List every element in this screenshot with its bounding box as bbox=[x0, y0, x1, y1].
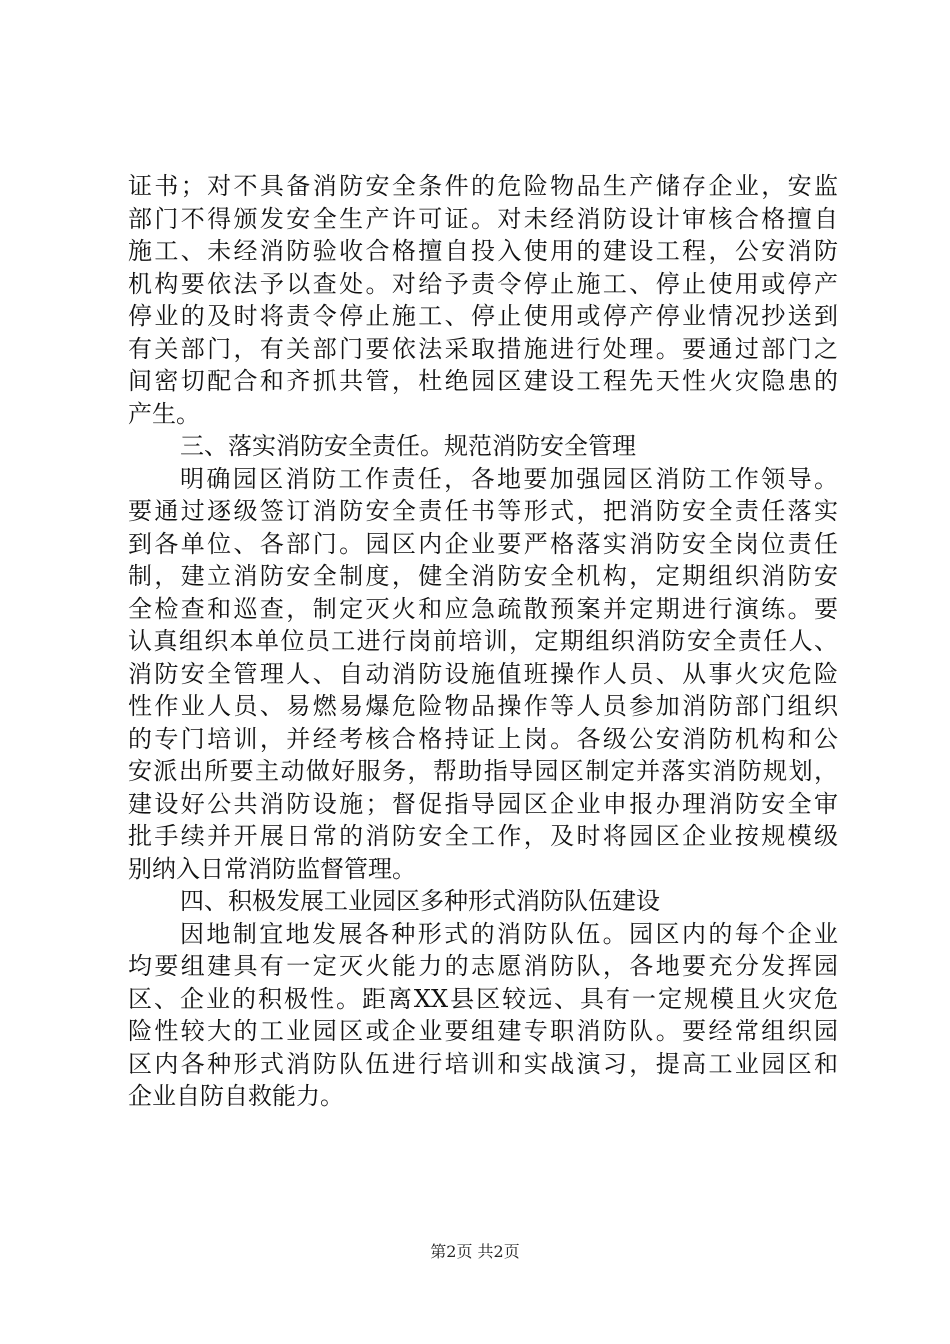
body-line: 证书；对不具备消防安全条件的危险物品生产储存企业，安监 bbox=[128, 172, 838, 200]
body-line: 全检查和巡查，制定灭火和应急疏散预案并定期进行演练。要 bbox=[128, 594, 838, 623]
body-line: 区内各种形式消防队伍进行培训和实战演习，提高工业园区和 bbox=[128, 1049, 838, 1078]
body-line: 部门不得颁发安全生产许可证。对未经消防设计审核合格擅自 bbox=[128, 204, 838, 233]
body-line: 制，建立消防安全制度，健全消防安全机构，定期组织消防安 bbox=[128, 562, 838, 590]
body-line: 区、企业的积极性。距离XX县区较远、具有一定规模且火灾危 bbox=[128, 984, 838, 1013]
body-line: 的专门培训，并经考核合格持证上岗。各级公安消防机构和公 bbox=[128, 724, 838, 753]
page-number: 第2页 共2页 bbox=[430, 1242, 520, 1261]
section-heading: 四、积极发展工业园区多种形式消防队伍建设 bbox=[180, 887, 660, 915]
body-line: 停业的及时将责令停止施工、停止使用或停产停业情况抄送到 bbox=[128, 302, 838, 330]
paragraph-first-line: 因地制宜地发展各种形式的消防队伍。园区内的每个企业 bbox=[180, 919, 838, 948]
body-line: 施工、未经消防验收合格擅自投入使用的建设工程，公安消防 bbox=[128, 237, 838, 265]
body-line: 机构要依法予以查处。对给予责令停止施工、停止使用或停产 bbox=[128, 269, 838, 298]
body-line: 均要组建具有一定灭火能力的志愿消防队，各地要充分发挥园 bbox=[128, 952, 838, 980]
body-line: 消防安全管理人、自动消防设施值班操作人员、从事火灾危险 bbox=[128, 659, 838, 688]
body-line: 到各单位、各部门。园区内企业要严格落实消防安全岗位责任 bbox=[128, 529, 838, 558]
body-line: 间密切配合和齐抓共管，杜绝园区建设工程先天性火灾隐患的 bbox=[128, 367, 838, 395]
body-line: 企业自防自救能力。 bbox=[128, 1082, 344, 1110]
body-line: 别纳入日常消防监督管理。 bbox=[128, 854, 416, 883]
body-line: 性作业人员、易燃易爆危险物品操作等人员参加消防部门组织 bbox=[128, 692, 838, 720]
body-line: 产生。 bbox=[128, 399, 200, 428]
body-line: 有关部门，有关部门要依法采取措施进行处理。要通过部门之 bbox=[128, 334, 838, 363]
section-heading: 三、落实消防安全责任。规范消防安全管理 bbox=[180, 432, 636, 460]
body-line: 要通过逐级签订消防安全责任书等形式，把消防安全责任落实 bbox=[128, 497, 838, 525]
paragraph-first-line: 明确园区消防工作责任，各地要加强园区消防工作领导。 bbox=[180, 464, 838, 493]
body-line: 安派出所要主动做好服务，帮助指导园区制定并落实消防规划， bbox=[128, 757, 838, 785]
body-line: 认真组织本单位员工进行岗前培训，定期组织消防安全责任人、 bbox=[128, 627, 838, 655]
page-footer bbox=[0, 1242, 950, 1262]
document-body bbox=[128, 170, 838, 1113]
body-line: 建设好公共消防设施；督促指导园区企业申报办理消防安全审 bbox=[128, 789, 838, 818]
body-line: 险性较大的工业园区或企业要组建专职消防队。要经常组织园 bbox=[128, 1017, 838, 1045]
body-line: 批手续并开展日常的消防安全工作，及时将园区企业按规模级 bbox=[128, 822, 838, 850]
